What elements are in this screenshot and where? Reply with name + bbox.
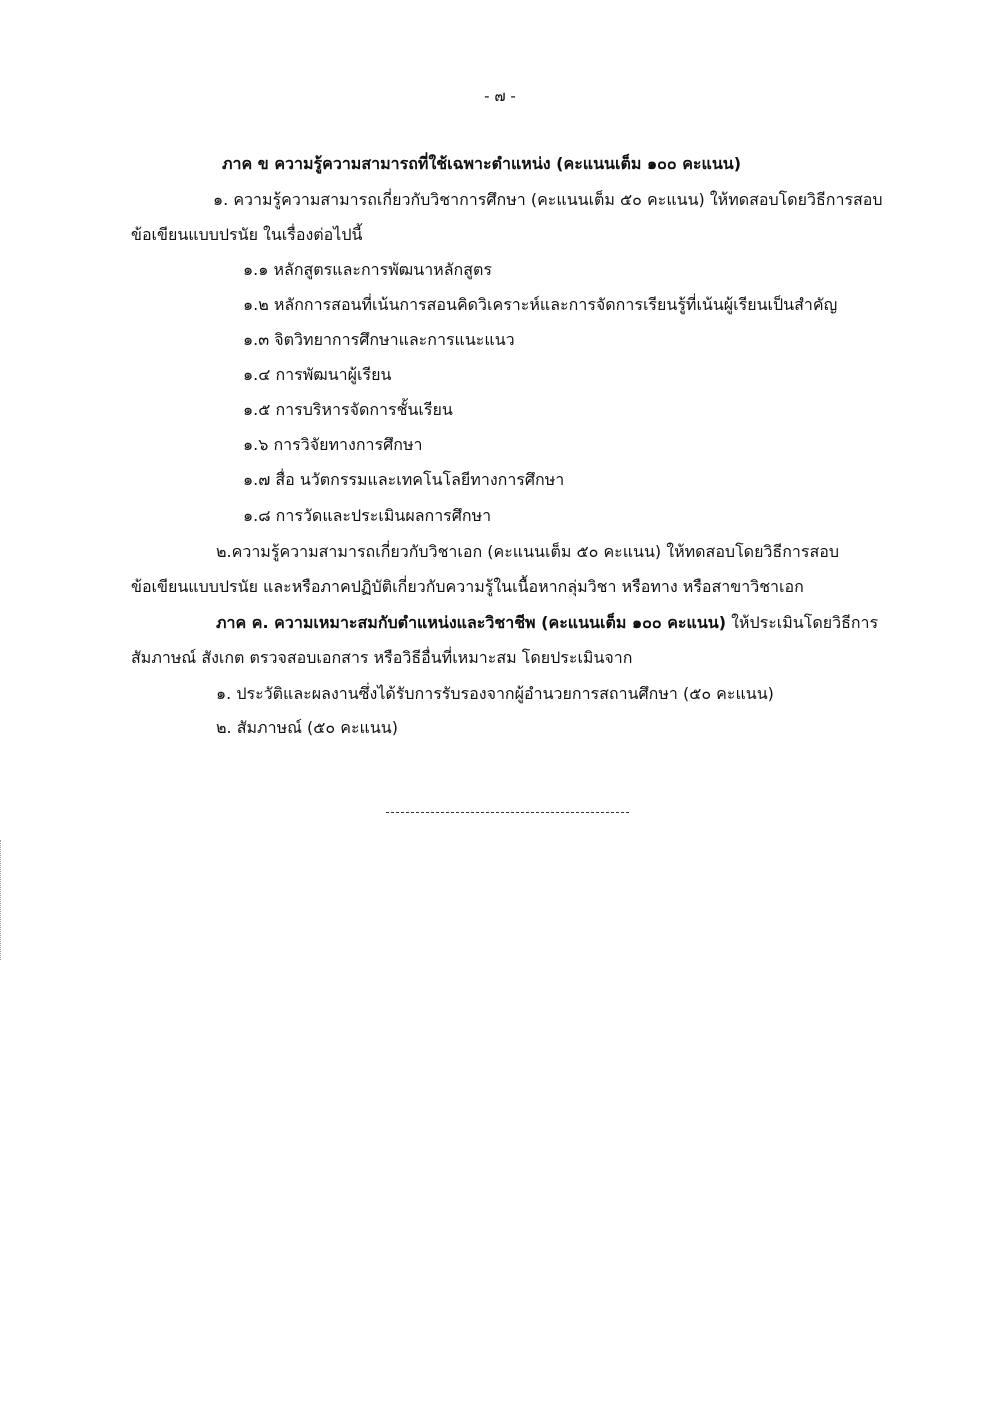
section-b-item1-line2: ข้อเขียนแบบปรนัย ในเรื่องต่อไปนี้ (131, 225, 363, 244)
section-c-heading-rest: ให้ประเมินโดยวิธีการ (726, 613, 879, 632)
section-b-item1-line1: ๑. ความรู้ความสามารถเกี่ยวกับวิชาการศึกษา (คะแนนเต็ม ๕๐ คะแนน) ให้ทดสอบโดยวิธีการสอบ (213, 190, 883, 209)
section-c-line2: สัมภาษณ์ สังเกต ตรวจสอบเอกสาร หรือวิธีอื่นที่เหมาะสม โดยประเมินจาก (131, 648, 633, 667)
subitem-1-6: ๑.๖ การวิจัยทางการศึกษา (243, 435, 423, 454)
scan-edge-mark (0, 840, 4, 960)
page-number: - ๗ - (484, 87, 516, 105)
section-c-item-1: ๑. ประวัติและผลงานซึ่งได้รับการรับรองจากผู้อำนวยการสถานศึกษา (๕๐ คะแนน) (216, 684, 774, 703)
section-c-heading: ภาค ค. ความเหมาะสมกับตำแหน่งและวิชาชีพ (คะแนนเต็ม ๑๐๐ คะแนน) (216, 613, 726, 632)
subitem-1-1: ๑.๑ หลักสูตรและการพัฒนาหลักสูตร (243, 260, 492, 279)
section-c-item-2: ๒. สัมภาษณ์ (๕๐ คะแนน) (216, 718, 398, 737)
end-divider (386, 812, 629, 813)
subitem-1-5: ๑.๕ การบริหารจัดการชั้นเรียน (243, 400, 453, 419)
subitem-1-2: ๑.๒ หลักการสอนที่เน้นการสอนคิดวิเคราะห์และการจัดการเรียนรู้ที่เน้นผู้เรียนเป็นสำคัญ (243, 295, 838, 314)
subitem-1-7: ๑.๗ สื่อ นวัตกรรมและเทคโนโลยีทางการศึกษา (243, 470, 565, 489)
subitem-1-8: ๑.๘ การวัดและประเมินผลการศึกษา (243, 506, 492, 525)
subitem-1-4: ๑.๔ การพัฒนาผู้เรียน (243, 365, 392, 384)
section-b-item2-line1: ๒.ความรู้ความสามารถเกี่ยวกับวิชาเอก (คะแนนเต็ม ๕๐ คะแนน) ให้ทดสอบโดยวิธีการสอบ (216, 542, 839, 561)
subitem-1-3: ๑.๓ จิตวิทยาการศึกษาและการแนะแนว (243, 330, 515, 349)
section-b-item2-line2: ข้อเขียนแบบปรนัย และหรือภาคปฏิบัติเกี่ยวกับความรู้ในเนื้อหากลุ่มวิชา หรือทาง หรือสาขาวิชาเอก (131, 577, 804, 596)
section-b-heading: ภาค ข ความรู้ความสามารถที่ใช้เฉพาะตำแหน่ง (คะแนนเต็ม ๑๐๐ คะแนน) (222, 154, 741, 173)
section-c-heading-line (216, 612, 878, 634)
